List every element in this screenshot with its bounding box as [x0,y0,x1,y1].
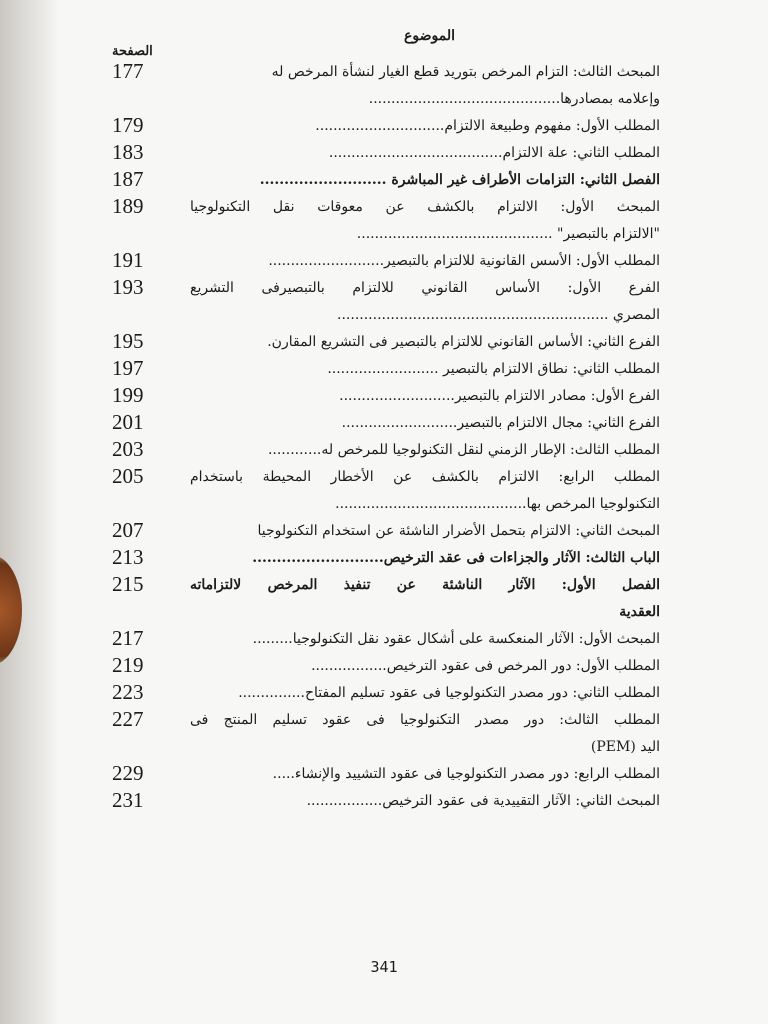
toc-entry [110,85,660,112]
toc-entry-text: اليد (PEM) [590,739,660,755]
page-footer [0,958,768,976]
toc-entry [110,328,660,355]
toc-entry-text: الفصل الأول: الآثار الناشئة عن تنفيذ المرخص لالتزاماته [190,577,660,593]
toc-entry-text: المطلب الرابع: الالتزام بالكشف عن الأخطار المحيطة باستخدام [190,469,660,485]
toc-entry [110,760,660,787]
toc-part-entry [110,544,660,571]
toc-entry-text: المبحث الثاني: الالتزام بتحمل الأضرار الناشئة عن استخدام التكنولوجيا [257,523,660,539]
toc-entry [110,652,660,679]
toc-entry-text: العقدية [619,604,660,620]
toc-page-number: 193 [112,275,144,299]
toc-page-number: 223 [112,680,144,704]
toc-entry [110,247,660,274]
toc-entry-text: المصري ............................................................. [337,307,660,323]
toc-page-number: 195 [112,329,144,353]
toc-entry [110,112,660,139]
toc-list [110,58,660,814]
toc-header [110,28,660,59]
toc-entry-text: الفرع الأول: مصادر الالتزام بالتبصير.......................... [339,388,660,404]
toc-entry-text: المطلب الثاني: نطاق الالتزام بالتبصير ......................... [327,361,660,377]
toc-chapter-entry [110,571,660,598]
toc-entry [110,706,660,733]
toc-entry [110,139,660,166]
toc-page [110,28,660,814]
page-number: 341 [370,958,398,976]
toc-entry [110,193,660,220]
toc-entry-text: وإعلامه بمصادرها........................................... [368,91,660,107]
toc-entry-text: المطلب الثاني: علة الالتزام....................................... [328,145,660,161]
toc-page-number: 227 [112,707,144,731]
toc-page-number: 219 [112,653,144,677]
toc-page-number: 215 [112,572,144,596]
toc-entry-text: المبحث الثاني: الآثار التقييدية فى عقود الترخيص................. [306,793,660,809]
toc-entry [110,58,660,85]
toc-entry [110,679,660,706]
toc-page-number: 199 [112,383,144,407]
toc-page-number: 203 [112,437,144,461]
toc-entry-text: الباب الثالث: الآثار والجزاءات فى عقد الترخيص........................... [252,550,660,566]
toc-page-number: 187 [112,167,144,191]
toc-entry-text: المبحث الثالث: التزام المرخص بتوريد قطع الغيار لنشأة المرخص له [271,64,660,80]
toc-entry-text: الفرع الثاني: الأساس القانوني للالتزام بالتبصير فى التشريع المقارن. [267,334,660,350]
toc-page-number: 191 [112,248,144,272]
toc-entry-text: الفصل الثاني: التزامات الأطراف غير المباشرة .......................... [259,172,660,188]
toc-entry [110,517,660,544]
toc-chapter-entry [110,166,660,193]
toc-entry-text: المطلب الأول: مفهوم وطبيعة الالتزام............................. [315,118,660,134]
toc-page-number: 189 [112,194,144,218]
toc-entry-text: الفرع الأول: الأساس القانوني للالتزام بالتبصيرفى التشريع [190,280,660,296]
toc-entry [110,409,660,436]
toc-entry-text: الفرع الثاني: مجال الالتزام بالتبصير.......................... [341,415,660,431]
page-edge-shadow [0,0,60,1024]
toc-entry [110,733,660,760]
toc-page-number: 231 [112,788,144,812]
toc-entry [110,625,660,652]
topic-column-heading: الموضوع [404,28,455,44]
toc-entry [110,463,660,490]
toc-entry [110,787,660,814]
toc-page-number: 201 [112,410,144,434]
toc-entry [110,220,660,247]
toc-entry [110,436,660,463]
toc-entry-text: المطلب الثالث: دور مصدر التكنولوجيا فى عقود تسليم المنتج فى [190,712,660,728]
toc-page-number: 205 [112,464,144,488]
toc-page-number: 177 [112,59,144,83]
toc-entry [110,301,660,328]
toc-entry-text: المطلب الرابع: دور مصدر التكنولوجيا فى عقود التشييد والإنشاء..... [272,766,660,782]
toc-entry-text: المبحث الأول: الآثار المنعكسة على أشكال عقود نقل التكنولوجيا......... [252,631,660,647]
toc-entry [110,355,660,382]
toc-entry-text: المطلب الأول: الأسس القانونية للالتزام بالتبصير.......................... [268,253,660,269]
toc-entry-text: المطلب الثالث: الإطار الزمني لنقل التكنولوجيا للمرخص له............ [267,442,660,458]
toc-page-number: 179 [112,113,144,137]
toc-entry [110,490,660,517]
toc-entry-text: المبحث الأول: الالتزام بالكشف عن معوقات نقل التكنولوجيا [190,199,660,215]
toc-page-number: 197 [112,356,144,380]
toc-page-number: 213 [112,545,144,569]
toc-page-number: 207 [112,518,144,542]
toc-page-number: 217 [112,626,144,650]
toc-entry-text: "الالتزام بالتبصير" ............................................ [356,226,660,242]
toc-entry-text: المطلب الثاني: دور مصدر التكنولوجيا فى عقود تسليم المفتاح............... [238,685,660,701]
toc-entry [110,382,660,409]
toc-entry [110,274,660,301]
toc-page-number: 229 [112,761,144,785]
toc-chapter-entry [110,598,660,625]
toc-page-number: 183 [112,140,144,164]
toc-entry-text: المطلب الأول: دور المرخص فى عقود الترخيص................. [311,658,660,674]
toc-entry-text: التكنولوجيا المرخص بها........................................... [335,496,660,512]
page-column-heading: الصفحة [112,44,153,59]
